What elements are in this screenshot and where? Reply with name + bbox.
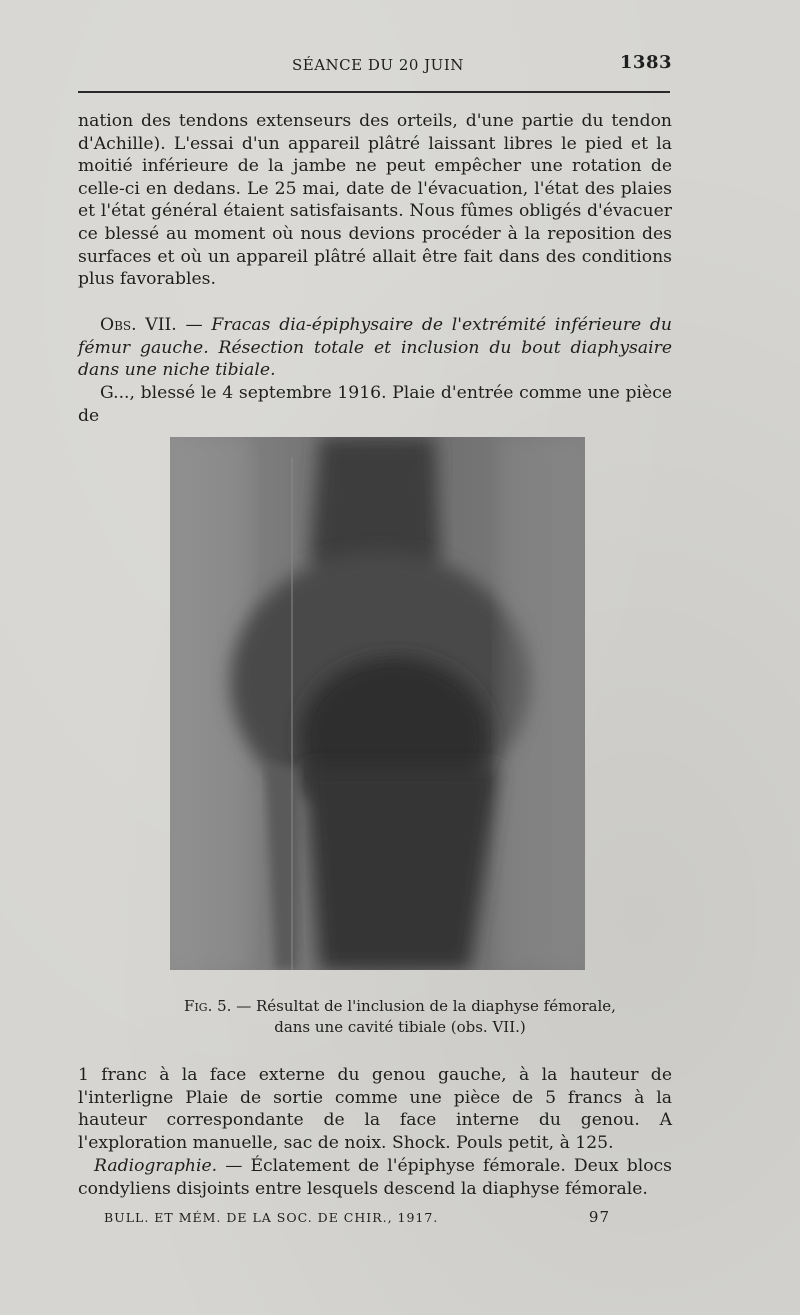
figure-label: Fig. 5. xyxy=(184,997,232,1015)
footer-journal: BULL. ET MÉM. DE LA SOC. DE CHIR., 1917. xyxy=(104,1210,439,1225)
observation-title: Fracas dia-épiphysaire de l'extrémité inférieure du fémur gauche. Résection totale et inclusion du bout diaphysaire dans une niche tibiale. xyxy=(78,315,672,381)
paragraph-case-intro: G..., blessé le 4 septembre 1916. Plaie d'entrée comme une pièce de xyxy=(78,383,672,426)
header-rule xyxy=(78,91,670,93)
caption-line-1 xyxy=(100,996,700,1017)
running-header xyxy=(78,52,672,76)
caption-line-2: dans une cavité tibiale (obs. VII.) xyxy=(274,1018,526,1036)
paragraph-radiography xyxy=(78,1155,672,1200)
radiography-label: Radiographie. xyxy=(94,1156,218,1176)
footer-signature-number: 97 xyxy=(588,1208,610,1226)
paragraph-continuation: nation des tendons extenseurs des orteils, d'une partie du tendon d'Achille). L'essai d'un appareil plâtré laissant libres le pied et la moitié inférieure de la jambe ne peut empêcher une rotation de celle-ci en dedans. Le 25 mai, date de l'évacuation, l'état des plaies et l'état général étaient satisfaisants. Nous fûmes obligés d'évacuer ce blessé au moment où nous devions procéder à la reposition des surfaces et où un appareil plâtré allait être fait dans des conditions plus favorables. xyxy=(78,111,672,290)
page-footer xyxy=(104,1208,610,1228)
caption-text-1: — Résultat de l'inclusion de la diaphyse fémorale, xyxy=(231,997,616,1015)
observation-dash: — xyxy=(176,315,212,335)
radiograph-image xyxy=(170,437,585,970)
figure-caption xyxy=(100,996,700,1038)
header-title: SÉANCE DU 20 JUIN xyxy=(292,56,464,74)
page-number: 1383 xyxy=(619,52,672,73)
observation-label: Obs. VII. xyxy=(100,315,177,335)
paragraph-wound-description: 1 franc à la face externe du genou gauche, à la hauteur de l'interligne Plaie de sortie comme une pièce de 5 francs à la hauteur correspondante de la face interne du genou. A l'exploration manuelle, sac de noix. Shock. Pouls petit, à 125. xyxy=(78,1065,672,1153)
observation-heading xyxy=(78,314,672,382)
radiography-text: — Éclatement de l'épiphyse fémorale. Deux blocs condyliens disjoints entre lesquels descend la diaphyse fémorale. xyxy=(78,1156,672,1199)
radiograph-drawing xyxy=(170,437,585,970)
